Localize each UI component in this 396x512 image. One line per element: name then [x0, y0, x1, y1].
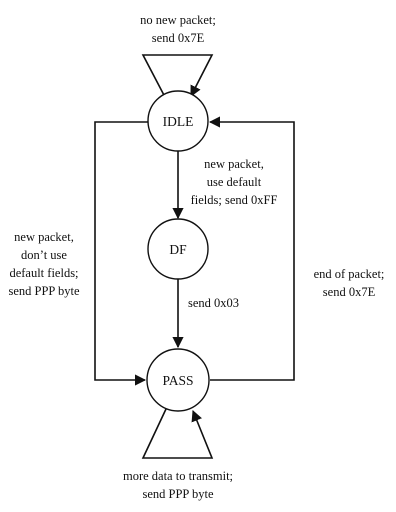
pass-to-idle-label-line: end of packet; — [313, 267, 385, 281]
state-df-label: DF — [169, 242, 187, 257]
state-pass-label: PASS — [162, 373, 194, 388]
idle-to-pass-label — [8, 230, 80, 298]
df-to-pass-label-line: send 0x03 — [188, 296, 240, 310]
state-pass — [147, 349, 209, 411]
pass-self-loop-label-line: more data to transmit; — [122, 469, 234, 483]
idle-to-pass-label-line: send PPP byte — [8, 284, 80, 298]
idle-to-pass-edge — [95, 122, 149, 380]
idle-to-pass-label-line: don’t use — [21, 248, 67, 262]
idle-to-df-label-line: new packet, — [204, 157, 264, 171]
pass-self-loop-edge — [143, 409, 212, 458]
idle-self-loop-label — [140, 13, 216, 45]
pass-to-idle-label-line: send 0x7E — [322, 285, 376, 299]
state-idle — [148, 91, 208, 151]
idle-to-pass-label-line: new packet, — [14, 230, 74, 244]
state-df — [148, 219, 208, 279]
state-idle-label: IDLE — [162, 114, 194, 129]
pass-self-loop-label-line: send PPP byte — [142, 487, 214, 501]
idle-to-df-label — [191, 157, 278, 207]
df-to-pass-label — [188, 296, 239, 310]
idle-self-loop-label-line: no new packet; — [140, 13, 216, 27]
idle-to-df-label-line: use default — [206, 175, 262, 189]
idle-to-pass-label-line: default fields; — [9, 266, 79, 280]
pass-self-loop-label — [123, 469, 233, 501]
idle-to-df-label-line: fields; send 0xFF — [190, 193, 278, 207]
idle-self-loop-label-line: send 0x7E — [151, 31, 205, 45]
pass-to-idle-label — [314, 267, 385, 299]
